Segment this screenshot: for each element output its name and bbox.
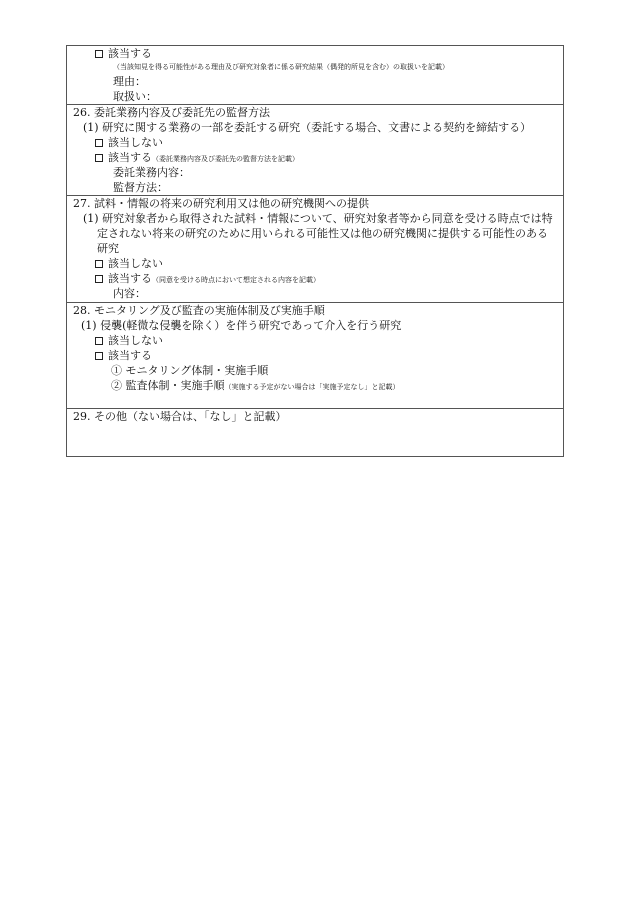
section-26: [67, 104, 563, 195]
section-title: 27. 試料・情報の将来の研究利用又は他の研究機関への提供: [73, 197, 369, 210]
handling-label: 取扱い：: [113, 90, 157, 103]
section-title: 28. モニタリング及び監査の実施体制及び実施手順: [73, 304, 325, 317]
not-applicable-label: 該当しない: [108, 136, 163, 149]
reason-label: 理由：: [113, 75, 146, 88]
instruction-note: （当該知見を得る可能性がある理由及び研究対象者に係る研究結果（偶発的所見を含む）の取扱いを記載）: [113, 63, 449, 71]
protocol-form-table: [66, 45, 564, 457]
question-text: (1) 研究対象者から取得された試料・情報について、研究対象者等から同意を受ける時点では特定されない将来の研究のために用いられる可能性又は他の研究機関に提供する可能性のある研究: [83, 212, 553, 255]
checkbox-applicable[interactable]: [95, 50, 103, 58]
supervision-method-label: 監督方法：: [113, 181, 168, 194]
checkbox-applicable[interactable]: [95, 154, 103, 162]
content-label: 内容：: [113, 287, 146, 300]
monitoring-item: ① モニタリング体制・実施手順: [111, 364, 269, 377]
not-applicable-label: 該当しない: [108, 257, 163, 270]
audit-item: ② 監査体制・実施手順: [111, 379, 225, 392]
checkbox-applicable[interactable]: [95, 352, 103, 360]
outsourced-work-label: 委託業務内容：: [113, 166, 190, 179]
applicable-label: 該当する: [108, 151, 152, 164]
question-item: (1) 侵襲(軽微な侵襲を除く）を伴う研究であって介入を行う研究: [81, 319, 402, 332]
section-27: [67, 195, 563, 302]
section-title: 29. その他（ない場合は、「なし」と記載）: [73, 410, 287, 423]
question-item: (1) 研究に関する業務の一部を委託する研究（委託する場合、文書による契約を締結する）: [83, 121, 532, 134]
applicable-label: 該当する: [108, 349, 152, 362]
checkbox-applicable[interactable]: [95, 275, 103, 283]
section-25-continued: [67, 46, 563, 104]
question-item: [67, 211, 563, 256]
checkbox-not-applicable[interactable]: [95, 337, 103, 345]
applicable-label: 該当する: [108, 47, 152, 60]
not-applicable-label: 該当しない: [108, 334, 163, 347]
instruction-note: （委託業務内容及び委託先の監督方法を記載）: [152, 155, 299, 163]
instruction-note: （実施する予定がない場合は「実施予定なし」と記載）: [224, 383, 400, 391]
checkbox-not-applicable[interactable]: [95, 139, 103, 147]
instruction-note: （同意を受ける時点において想定される内容を記載）: [152, 276, 320, 284]
section-28: [67, 302, 563, 408]
section-title: 26. 委託業務内容及び委託先の監督方法: [73, 106, 270, 119]
checkbox-not-applicable[interactable]: [95, 260, 103, 268]
applicable-label: 該当する: [108, 272, 152, 285]
section-29: [67, 408, 563, 456]
